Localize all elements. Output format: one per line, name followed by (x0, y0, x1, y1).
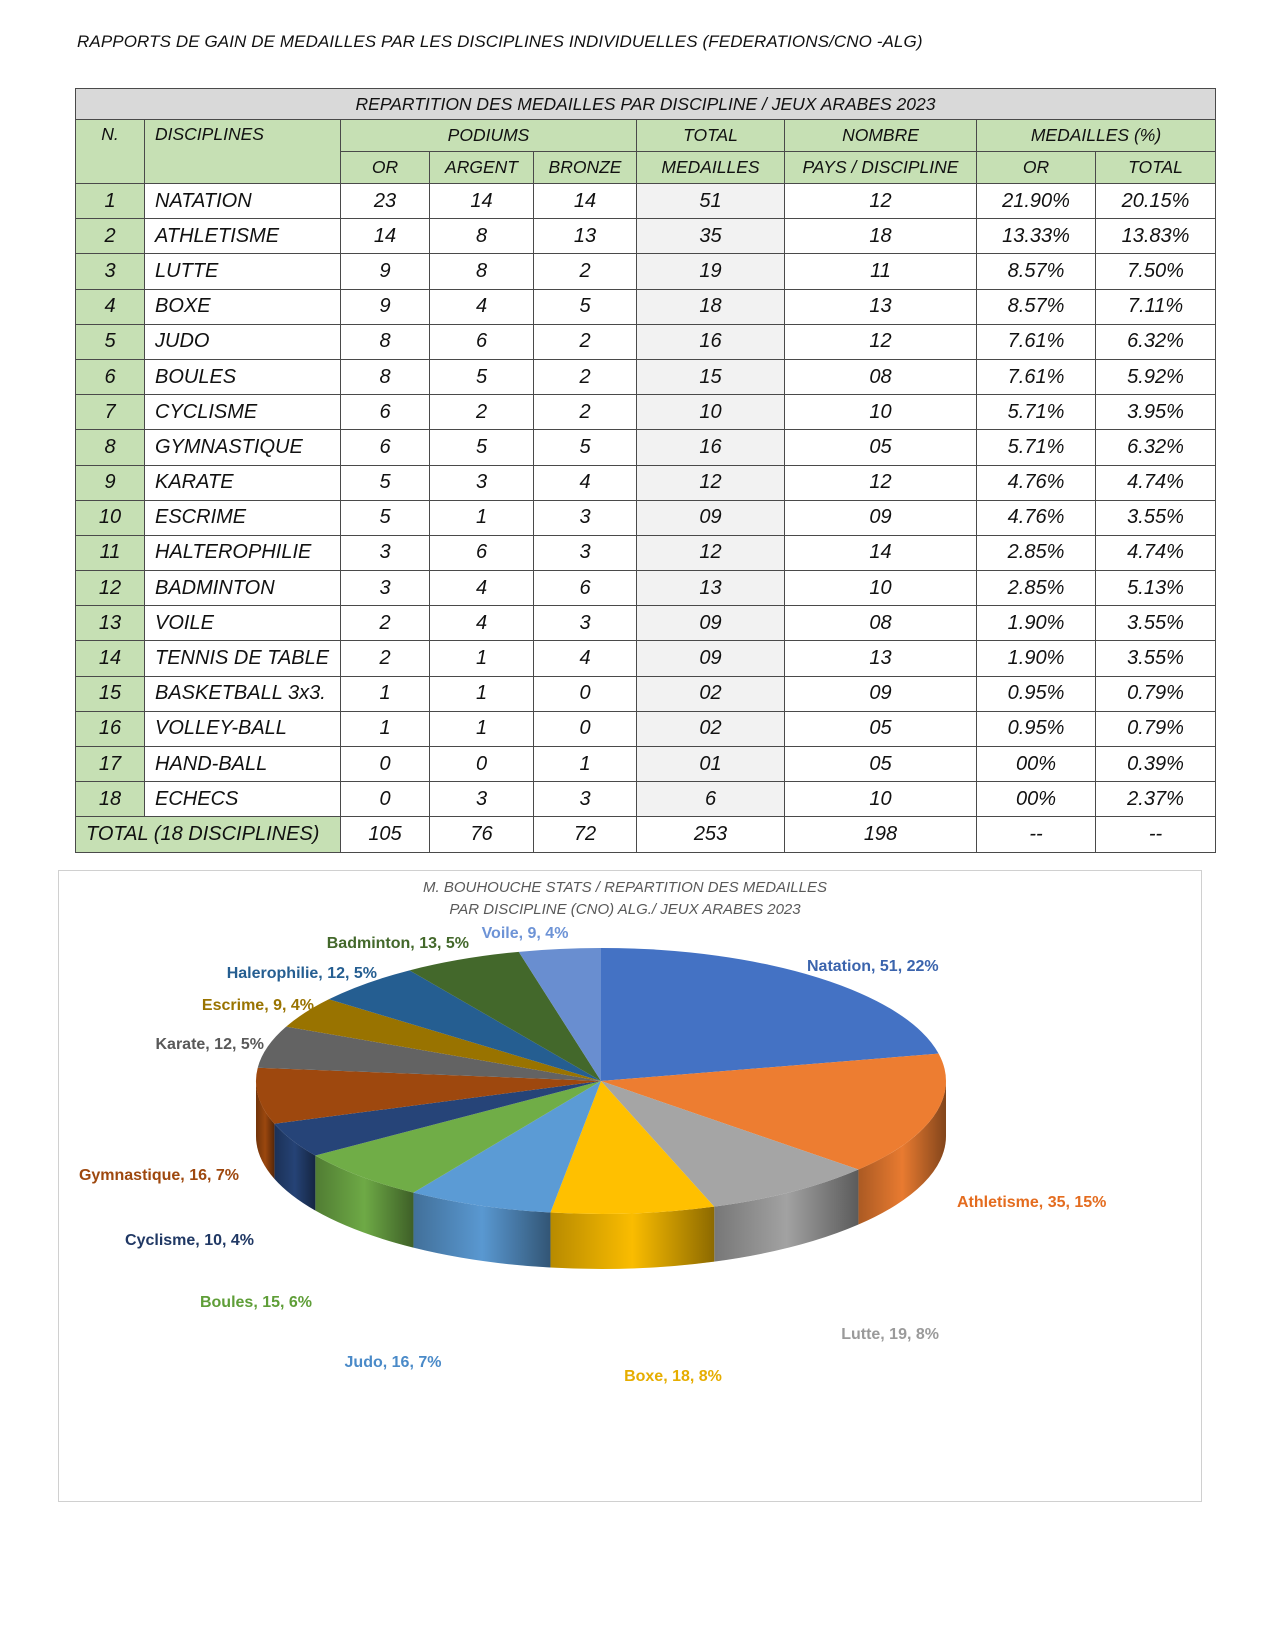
cell-or: 6 (341, 395, 430, 430)
table-caption: REPARTITION DES MEDAILLES PAR DISCIPLINE / JEUX ARABES 2023 (76, 89, 1216, 120)
cell-pct-or: 4.76% (977, 500, 1096, 535)
cell-discipline: BOXE (145, 289, 341, 324)
cell-discipline: NATATION (145, 184, 341, 219)
cell-total: 02 (637, 711, 785, 746)
cell-pct-total: 5.13% (1096, 571, 1216, 606)
table-row (76, 571, 1216, 606)
total-cell-pct-total: -- (1096, 817, 1216, 852)
pie-chart-container (58, 870, 1202, 1502)
header-pct-total: TOTAL (1096, 152, 1216, 184)
pie-chart (59, 871, 1201, 1501)
cell-pays: 10 (785, 782, 977, 817)
cell-pct-or: 5.71% (977, 395, 1096, 430)
cell-n: 7 (76, 395, 145, 430)
cell-total: 09 (637, 641, 785, 676)
cell-total: 09 (637, 500, 785, 535)
cell-or: 2 (341, 641, 430, 676)
cell-or: 14 (341, 219, 430, 254)
cell-argent: 5 (430, 359, 534, 394)
cell-pays: 12 (785, 465, 977, 500)
cell-or: 2 (341, 606, 430, 641)
cell-total: 19 (637, 254, 785, 289)
cell-pct-or: 00% (977, 782, 1096, 817)
table-row (76, 606, 1216, 641)
cell-total: 01 (637, 747, 785, 782)
cell-argent: 2 (430, 395, 534, 430)
cell-discipline: BASKETBALL 3x3. (145, 676, 341, 711)
cell-or: 6 (341, 430, 430, 465)
cell-or: 9 (341, 289, 430, 324)
pie-label-halerophilie: Halerophilie, 12, 5% (226, 965, 377, 982)
cell-bronze: 2 (534, 395, 637, 430)
cell-argent: 8 (430, 219, 534, 254)
header-total: TOTAL (637, 120, 785, 152)
cell-bronze: 13 (534, 219, 637, 254)
cell-pct-total: 3.95% (1096, 395, 1216, 430)
header-or: OR (341, 152, 430, 184)
pie-label-gymnastique: Gymnastique, 16, 7% (78, 1167, 239, 1184)
cell-pays: 09 (785, 676, 977, 711)
cell-discipline: TENNIS DE TABLE (145, 641, 341, 676)
cell-pct-total: 0.39% (1096, 747, 1216, 782)
cell-n: 9 (76, 465, 145, 500)
cell-pct-total: 3.55% (1096, 641, 1216, 676)
cell-pct-total: 4.74% (1096, 465, 1216, 500)
total-cell-or: 105 (341, 817, 430, 852)
cell-discipline: BOULES (145, 359, 341, 394)
cell-bronze: 14 (534, 184, 637, 219)
cell-argent: 3 (430, 782, 534, 817)
cell-pct-or: 0.95% (977, 711, 1096, 746)
cell-pct-or: 7.61% (977, 359, 1096, 394)
header-n: N. (76, 120, 145, 184)
pie-label-natation: Natation, 51, 22% (807, 958, 939, 975)
cell-argent: 1 (430, 711, 534, 746)
cell-argent: 4 (430, 571, 534, 606)
cell-pct-total: 3.55% (1096, 500, 1216, 535)
cell-pays: 10 (785, 571, 977, 606)
medals-table (75, 88, 1216, 853)
cell-total: 16 (637, 324, 785, 359)
cell-pays: 11 (785, 254, 977, 289)
cell-or: 23 (341, 184, 430, 219)
table-row (76, 289, 1216, 324)
cell-n: 12 (76, 571, 145, 606)
cell-n: 5 (76, 324, 145, 359)
cell-bronze: 2 (534, 324, 637, 359)
header-pct-or: OR (977, 152, 1096, 184)
cell-bronze: 0 (534, 711, 637, 746)
cell-n: 13 (76, 606, 145, 641)
cell-pct-or: 1.90% (977, 641, 1096, 676)
cell-pct-total: 2.37% (1096, 782, 1216, 817)
total-row (76, 817, 1216, 852)
cell-argent: 4 (430, 289, 534, 324)
cell-argent: 6 (430, 324, 534, 359)
cell-pct-total: 20.15% (1096, 184, 1216, 219)
cell-discipline: KARATE (145, 465, 341, 500)
header-total-medailles: MEDAILLES (637, 152, 785, 184)
cell-argent: 6 (430, 535, 534, 570)
cell-n: 3 (76, 254, 145, 289)
cell-pct-or: 7.61% (977, 324, 1096, 359)
cell-pct-or: 5.71% (977, 430, 1096, 465)
cell-or: 0 (341, 782, 430, 817)
cell-pct-or: 13.33% (977, 219, 1096, 254)
cell-bronze: 5 (534, 289, 637, 324)
cell-bronze: 3 (534, 535, 637, 570)
table-row (76, 500, 1216, 535)
cell-argent: 5 (430, 430, 534, 465)
cell-n: 11 (76, 535, 145, 570)
cell-or: 8 (341, 359, 430, 394)
header-podiums: PODIUMS (341, 120, 637, 152)
header-pays-discipline: PAYS / DISCIPLINE (785, 152, 977, 184)
header-disciplines: DISCIPLINES (145, 120, 341, 184)
header-argent: ARGENT (430, 152, 534, 184)
cell-discipline: ESCRIME (145, 500, 341, 535)
cell-pays: 05 (785, 430, 977, 465)
cell-argent: 8 (430, 254, 534, 289)
cell-n: 17 (76, 747, 145, 782)
cell-pct-or: 0.95% (977, 676, 1096, 711)
header-bronze: BRONZE (534, 152, 637, 184)
cell-bronze: 6 (534, 571, 637, 606)
cell-total: 6 (637, 782, 785, 817)
pie-label-cyclisme: Cyclisme, 10, 4% (125, 1232, 254, 1249)
pie-label-judo: Judo, 16, 7% (344, 1354, 442, 1371)
pie-label-voile: Voile, 9, 4% (481, 925, 569, 942)
cell-pays: 18 (785, 219, 977, 254)
cell-discipline: ATHLETISME (145, 219, 341, 254)
cell-total: 18 (637, 289, 785, 324)
cell-discipline: LUTTE (145, 254, 341, 289)
cell-n: 6 (76, 359, 145, 394)
total-cell-bronze: 72 (534, 817, 637, 852)
pie-rim-shade (550, 1207, 714, 1269)
cell-bronze: 4 (534, 641, 637, 676)
pie-label-boules: Boules, 15, 6% (199, 1294, 313, 1311)
header-medailles-pct: MEDAILLES (%) (977, 120, 1216, 152)
total-row-label: TOTAL (18 DISCIPLINES) (76, 817, 341, 852)
pie-label-lutte: Lutte, 19, 8% (841, 1326, 939, 1343)
cell-pct-total: 6.32% (1096, 430, 1216, 465)
cell-total: 15 (637, 359, 785, 394)
cell-argent: 1 (430, 641, 534, 676)
table-row (76, 324, 1216, 359)
cell-total: 02 (637, 676, 785, 711)
cell-pct-total: 7.11% (1096, 289, 1216, 324)
cell-pct-or: 2.85% (977, 535, 1096, 570)
total-cell-argent: 76 (430, 817, 534, 852)
cell-pays: 05 (785, 747, 977, 782)
cell-n: 14 (76, 641, 145, 676)
pie-label-boxe: Boxe, 18, 8% (624, 1368, 722, 1385)
cell-or: 5 (341, 500, 430, 535)
cell-bronze: 3 (534, 782, 637, 817)
cell-bronze: 1 (534, 747, 637, 782)
pie-label-athletisme: Athletisme, 35, 15% (957, 1194, 1107, 1211)
cell-n: 18 (76, 782, 145, 817)
cell-argent: 1 (430, 676, 534, 711)
header-nombre: NOMBRE (785, 120, 977, 152)
cell-argent: 3 (430, 465, 534, 500)
cell-n: 1 (76, 184, 145, 219)
table-row (76, 465, 1216, 500)
cell-or: 3 (341, 535, 430, 570)
cell-discipline: BADMINTON (145, 571, 341, 606)
cell-discipline: CYCLISME (145, 395, 341, 430)
table-row (76, 711, 1216, 746)
cell-pays: 14 (785, 535, 977, 570)
table-row (76, 535, 1216, 570)
cell-pct-total: 4.74% (1096, 535, 1216, 570)
cell-pays: 13 (785, 641, 977, 676)
pie-label-escrime: Escrime, 9, 4% (201, 997, 314, 1014)
cell-pays: 05 (785, 711, 977, 746)
table-row (76, 641, 1216, 676)
cell-argent: 14 (430, 184, 534, 219)
cell-or: 3 (341, 571, 430, 606)
cell-pays: 12 (785, 324, 977, 359)
chart-title-line1: M. BOUHOUCHE STATS / REPARTITION DES MEDAILLES (423, 879, 827, 896)
table-row (76, 782, 1216, 817)
cell-or: 8 (341, 324, 430, 359)
cell-total: 12 (637, 465, 785, 500)
cell-bronze: 2 (534, 359, 637, 394)
cell-total: 09 (637, 606, 785, 641)
cell-pct-or: 8.57% (977, 254, 1096, 289)
cell-pct-total: 13.83% (1096, 219, 1216, 254)
cell-bronze: 2 (534, 254, 637, 289)
cell-n: 16 (76, 711, 145, 746)
cell-pct-or: 8.57% (977, 289, 1096, 324)
table-row (76, 430, 1216, 465)
cell-total: 12 (637, 535, 785, 570)
cell-pct-total: 6.32% (1096, 324, 1216, 359)
cell-or: 1 (341, 676, 430, 711)
cell-total: 10 (637, 395, 785, 430)
cell-pct-total: 0.79% (1096, 711, 1216, 746)
cell-discipline: HAND-BALL (145, 747, 341, 782)
cell-pct-total: 3.55% (1096, 606, 1216, 641)
cell-total: 13 (637, 571, 785, 606)
cell-discipline: GYMNASTIQUE (145, 430, 341, 465)
cell-pct-total: 7.50% (1096, 254, 1216, 289)
cell-n: 2 (76, 219, 145, 254)
table-row (76, 184, 1216, 219)
cell-bronze: 3 (534, 500, 637, 535)
chart-title-line2: PAR DISCIPLINE (CNO) ALG./ JEUX ARABES 2023 (449, 901, 801, 918)
table-row (76, 676, 1216, 711)
cell-bronze: 0 (534, 676, 637, 711)
table-row (76, 395, 1216, 430)
cell-or: 0 (341, 747, 430, 782)
table-row (76, 254, 1216, 289)
total-cell-total: 253 (637, 817, 785, 852)
document-title: RAPPORTS DE GAIN DE MEDAILLES PAR LES DISCIPLINES INDIVIDUELLES (FEDERATIONS/CNO -ALG) (77, 32, 923, 51)
table-row (76, 359, 1216, 394)
cell-pct-total: 5.92% (1096, 359, 1216, 394)
cell-pays: 12 (785, 184, 977, 219)
cell-bronze: 4 (534, 465, 637, 500)
cell-pct-or: 1.90% (977, 606, 1096, 641)
total-cell-pct-or: -- (977, 817, 1096, 852)
cell-n: 15 (76, 676, 145, 711)
cell-bronze: 5 (534, 430, 637, 465)
cell-argent: 4 (430, 606, 534, 641)
table-row (76, 219, 1216, 254)
cell-discipline: HALTEROPHILIE (145, 535, 341, 570)
cell-or: 9 (341, 254, 430, 289)
cell-discipline: ECHECS (145, 782, 341, 817)
pie-label-badminton: Badminton, 13, 5% (326, 935, 469, 952)
cell-total: 35 (637, 219, 785, 254)
cell-total: 51 (637, 184, 785, 219)
cell-discipline: VOILE (145, 606, 341, 641)
pie-label-karate: Karate, 12, 5% (155, 1036, 264, 1053)
cell-bronze: 3 (534, 606, 637, 641)
total-cell-pays: 198 (785, 817, 977, 852)
cell-or: 1 (341, 711, 430, 746)
cell-pct-total: 0.79% (1096, 676, 1216, 711)
cell-or: 5 (341, 465, 430, 500)
cell-pct-or: 00% (977, 747, 1096, 782)
cell-pays: 10 (785, 395, 977, 430)
cell-argent: 1 (430, 500, 534, 535)
cell-total: 16 (637, 430, 785, 465)
cell-pays: 13 (785, 289, 977, 324)
cell-pct-or: 21.90% (977, 184, 1096, 219)
cell-discipline: VOLLEY-BALL (145, 711, 341, 746)
cell-n: 8 (76, 430, 145, 465)
cell-argent: 0 (430, 747, 534, 782)
cell-discipline: JUDO (145, 324, 341, 359)
cell-pct-or: 2.85% (977, 571, 1096, 606)
cell-pays: 08 (785, 606, 977, 641)
cell-pays: 09 (785, 500, 977, 535)
table-row (76, 747, 1216, 782)
cell-pct-or: 4.76% (977, 465, 1096, 500)
cell-n: 10 (76, 500, 145, 535)
cell-n: 4 (76, 289, 145, 324)
cell-pays: 08 (785, 359, 977, 394)
